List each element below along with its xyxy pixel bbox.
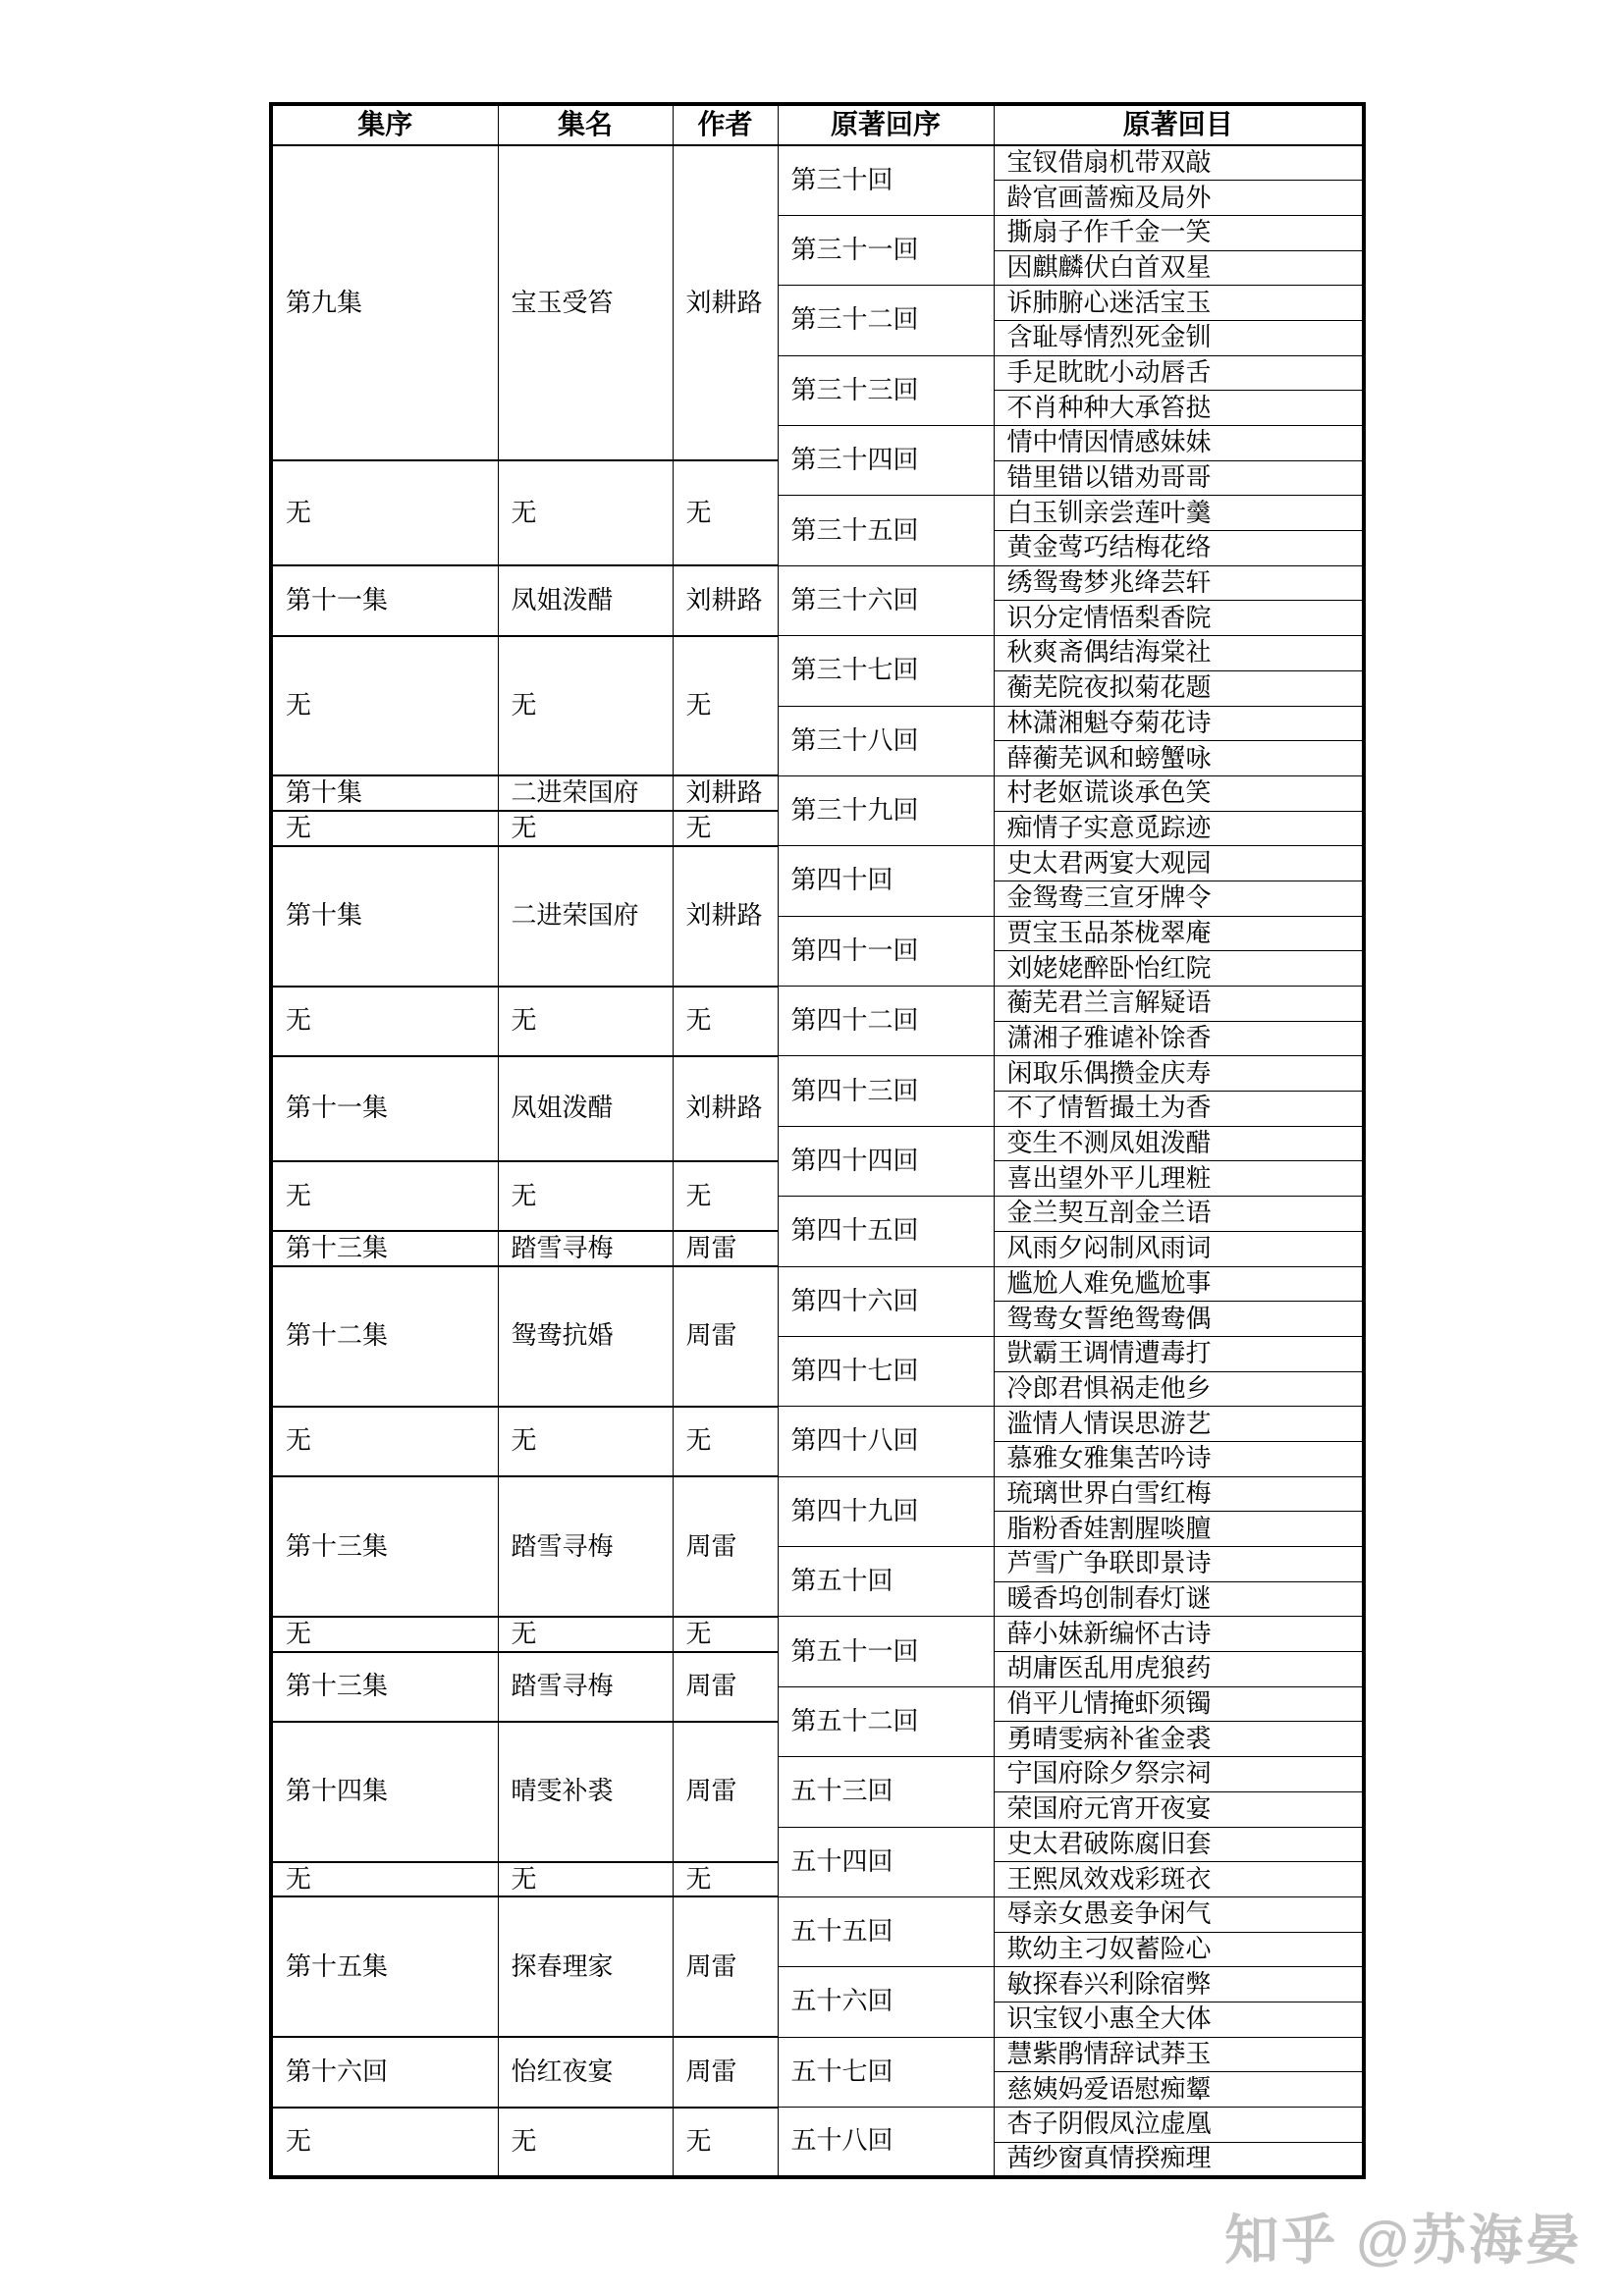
episode-number-cell: 无 — [271, 1862, 498, 1897]
chapter-line-cell: 蘅芜君兰言解疑语 — [994, 987, 1364, 1022]
author-cell: 周雷 — [673, 1652, 778, 1722]
chapter-line-cell: 慕雅女雅集苦吟诗 — [994, 1441, 1364, 1476]
author-cell: 周雷 — [673, 1266, 778, 1407]
column-header-author: 作者 — [673, 104, 778, 145]
chapter-number-cell: 第四十四回 — [778, 1126, 994, 1196]
chapter-line-cell: 刘姥姥醉卧怡红院 — [994, 951, 1364, 987]
author-cell: 无 — [673, 636, 778, 776]
chapter-line-cell: 绣鸳鸯梦兆绛芸轩 — [994, 565, 1364, 601]
chapter-line-cell: 滥情人情误思游艺 — [994, 1407, 1364, 1442]
chapter-number-cell: 第三十四回 — [778, 426, 994, 496]
table-row — [271, 565, 1364, 601]
chapter-number-cell: 五十四回 — [778, 1827, 994, 1896]
episode-number-cell: 第十集 — [271, 846, 498, 987]
chapter-number-cell: 五十八回 — [778, 2108, 994, 2177]
chapter-line-cell: 含耻辱情烈死金钏 — [994, 320, 1364, 355]
chapter-number-cell: 第四十九回 — [778, 1476, 994, 1546]
chapter-line-cell: 杏子阴假凤泣虚凰 — [994, 2108, 1364, 2143]
author-cell: 刘耕路 — [673, 775, 778, 811]
table-row — [271, 636, 1364, 671]
chapter-line-cell: 诉肺腑心迷活宝玉 — [994, 286, 1364, 321]
author-cell: 无 — [673, 2108, 778, 2177]
episode-title-cell: 二进荣国府 — [498, 846, 673, 987]
episode-title-cell: 无 — [498, 811, 673, 846]
author-cell: 刘耕路 — [673, 846, 778, 987]
episode-number-cell: 无 — [271, 811, 498, 846]
table-row — [271, 1266, 1364, 1302]
chapter-number-cell: 第三十五回 — [778, 496, 994, 565]
chapter-number-cell: 第四十五回 — [778, 1197, 994, 1266]
episode-title-cell: 无 — [498, 2108, 673, 2177]
author-cell: 周雷 — [673, 2037, 778, 2107]
author-cell: 无 — [673, 1617, 778, 1652]
chapter-line-cell: 俏平儿情掩虾须镯 — [994, 1686, 1364, 1722]
chapter-number-cell: 第三十回 — [778, 145, 994, 215]
episode-title-cell: 鸳鸯抗婚 — [498, 1266, 673, 1407]
episode-number-cell: 第九集 — [271, 145, 498, 460]
table-row — [271, 145, 1364, 181]
table-row — [271, 1617, 1364, 1652]
chapter-line-cell: 暖香坞创制春灯谜 — [994, 1581, 1364, 1617]
author-cell: 刘耕路 — [673, 145, 778, 460]
chapter-line-cell: 荣国府元宵开夜宴 — [994, 1791, 1364, 1827]
episode-title-cell: 踏雪寻梅 — [498, 1652, 673, 1722]
episode-number-cell: 第十集 — [271, 775, 498, 811]
episode-number-cell: 第十一集 — [271, 1056, 498, 1161]
column-header-chapter-number: 原著回序 — [778, 104, 994, 145]
chapter-line-cell: 獃霸王调情遭毒打 — [994, 1336, 1364, 1371]
chapter-line-cell: 史太君两宴大观园 — [994, 846, 1364, 881]
episode-title-cell: 晴雯补裘 — [498, 1722, 673, 1862]
author-cell: 周雷 — [673, 1896, 778, 2037]
chapter-number-cell: 第三十一回 — [778, 215, 994, 285]
chapter-number-cell: 第三十六回 — [778, 565, 994, 635]
chapter-number-cell: 第三十七回 — [778, 636, 994, 706]
episode-number-cell: 无 — [271, 2108, 498, 2177]
table-row — [271, 846, 1364, 881]
author-cell: 刘耕路 — [673, 1056, 778, 1161]
chapter-line-cell: 识宝钗小惠全大体 — [994, 2002, 1364, 2037]
chapter-line-cell: 错里错以错劝哥哥 — [994, 460, 1364, 496]
column-header-chapter-title: 原著回目 — [994, 104, 1364, 145]
author-cell: 无 — [673, 460, 778, 565]
table-row — [271, 1056, 1364, 1092]
chapter-line-cell: 秋爽斋偶结海棠社 — [994, 636, 1364, 671]
chapter-line-cell: 慈姨妈爱语慰痴颦 — [994, 2072, 1364, 2108]
table-row — [271, 775, 1364, 811]
chapter-line-cell: 潇湘子雅谑补馀香 — [994, 1021, 1364, 1056]
chapter-number-cell: 第四十八回 — [778, 1407, 994, 1476]
chapter-line-cell: 白玉钏亲尝莲叶羹 — [994, 496, 1364, 531]
episode-title-cell: 宝玉受笞 — [498, 145, 673, 460]
chapter-line-cell: 识分定情悟梨香院 — [994, 601, 1364, 636]
chapter-number-cell: 第三十二回 — [778, 286, 994, 355]
episode-title-cell: 二进荣国府 — [498, 775, 673, 811]
episode-title-cell: 无 — [498, 460, 673, 565]
chapter-line-cell: 龄官画蔷痴及局外 — [994, 181, 1364, 216]
author-cell: 周雷 — [673, 1476, 778, 1617]
author-cell: 无 — [673, 1862, 778, 1897]
chapter-number-cell: 第四十三回 — [778, 1056, 994, 1126]
author-cell: 无 — [673, 811, 778, 846]
episode-number-cell: 第十六回 — [271, 2037, 498, 2107]
chapter-line-cell: 芦雪广争联即景诗 — [994, 1547, 1364, 1582]
chapter-line-cell: 不了情暂撮土为香 — [994, 1092, 1364, 1127]
chapter-line-cell: 薛小妹新编怀古诗 — [994, 1617, 1364, 1652]
chapter-number-cell: 第四十六回 — [778, 1266, 994, 1336]
episode-title-cell: 怡红夜宴 — [498, 2037, 673, 2107]
chapter-line-cell: 林潇湘魁夺菊花诗 — [994, 706, 1364, 741]
episode-number-cell: 第十四集 — [271, 1722, 498, 1862]
episode-number-cell: 第十二集 — [271, 1266, 498, 1407]
episode-number-cell: 第十一集 — [271, 565, 498, 635]
episode-title-cell: 凤姐泼醋 — [498, 565, 673, 635]
table-row — [271, 2037, 1364, 2072]
chapter-line-cell: 勇晴雯病补雀金裘 — [994, 1722, 1364, 1757]
chapter-line-cell: 情中情因情感妹妹 — [994, 426, 1364, 461]
episode-number-cell: 无 — [271, 1617, 498, 1652]
episode-title-cell: 无 — [498, 636, 673, 776]
episode-title-cell: 踏雪寻梅 — [498, 1231, 673, 1266]
episode-number-cell: 无 — [271, 460, 498, 565]
episode-number-cell: 第十三集 — [271, 1652, 498, 1722]
chapter-number-cell: 第三十九回 — [778, 775, 994, 845]
episode-title-cell: 无 — [498, 1161, 673, 1231]
chapter-line-cell: 胡庸医乱用虎狼药 — [994, 1652, 1364, 1687]
chapter-number-cell: 第五十二回 — [778, 1686, 994, 1756]
author-cell: 周雷 — [673, 1231, 778, 1266]
chapter-line-cell: 冷郎君惧祸走他乡 — [994, 1371, 1364, 1407]
episode-title-cell: 探春理家 — [498, 1896, 673, 2037]
episode-number-cell: 第十五集 — [271, 1896, 498, 2037]
episode-title-cell: 无 — [498, 1407, 673, 1476]
chapter-number-cell: 第三十三回 — [778, 355, 994, 425]
table-row — [271, 1476, 1364, 1512]
episode-title-cell: 无 — [498, 1617, 673, 1652]
header-row — [271, 104, 1364, 145]
chapter-line-cell: 喜出望外平儿理粧 — [994, 1161, 1364, 1197]
author-cell: 无 — [673, 1407, 778, 1476]
episode-title-cell: 踏雪寻梅 — [498, 1476, 673, 1617]
chapter-line-cell: 宝钗借扇机带双敲 — [994, 145, 1364, 181]
chapter-line-cell: 黄金莺巧结梅花络 — [994, 531, 1364, 566]
column-header-episode: 集序 — [271, 104, 498, 145]
episode-number-cell: 无 — [271, 1161, 498, 1231]
chapter-line-cell: 史太君破陈腐旧套 — [994, 1827, 1364, 1862]
chapter-line-cell: 因麒麟伏白首双星 — [994, 250, 1364, 286]
chapter-number-cell: 第四十一回 — [778, 916, 994, 986]
chapter-line-cell: 贾宝玉品茶栊翠庵 — [994, 916, 1364, 951]
chapter-line-cell: 辱亲女愚妾争闲气 — [994, 1896, 1364, 1932]
author-cell: 无 — [673, 1161, 778, 1231]
chapter-line-cell: 不肖种种大承笞挞 — [994, 391, 1364, 426]
chapter-number-cell: 第五十回 — [778, 1547, 994, 1617]
chapter-line-cell: 王熙凤效戏彩斑衣 — [994, 1862, 1364, 1897]
episode-chapter-table — [269, 102, 1366, 2179]
chapter-line-cell: 薛蘅芜讽和螃蟹咏 — [994, 741, 1364, 776]
episode-title-cell: 无 — [498, 1862, 673, 1897]
chapter-line-cell: 尴尬人难免尴尬事 — [994, 1266, 1364, 1302]
episode-number-cell: 第十三集 — [271, 1231, 498, 1266]
column-header-episode-title: 集名 — [498, 104, 673, 145]
episode-number-cell: 无 — [271, 636, 498, 776]
chapter-line-cell: 村老妪谎谈承色笑 — [994, 775, 1364, 811]
episode-number-cell: 无 — [271, 987, 498, 1056]
episode-title-cell: 无 — [498, 987, 673, 1056]
chapter-line-cell: 痴情子实意觅踪迹 — [994, 811, 1364, 846]
chapter-number-cell: 五十六回 — [778, 1967, 994, 2037]
table-row — [271, 1896, 1364, 1932]
chapter-line-cell: 慧紫鹃情辞试莽玉 — [994, 2037, 1364, 2072]
chapter-line-cell: 鸳鸯女誓绝鸳鸯偶 — [994, 1302, 1364, 1337]
chapter-line-cell: 敏探春兴利除宿弊 — [994, 1967, 1364, 2002]
chapter-number-cell: 第四十回 — [778, 846, 994, 916]
chapter-number-cell: 第三十八回 — [778, 706, 994, 775]
chapter-number-cell: 五十三回 — [778, 1757, 994, 1827]
chapter-line-cell: 撕扇子作千金一笑 — [994, 215, 1364, 250]
chapter-line-cell: 风雨夕闷制风雨词 — [994, 1231, 1364, 1266]
author-cell: 无 — [673, 987, 778, 1056]
chapter-line-cell: 闲取乐偶攒金庆寿 — [994, 1056, 1364, 1092]
chapter-number-cell: 五十七回 — [778, 2037, 994, 2107]
episode-number-cell: 无 — [271, 1407, 498, 1476]
chapter-line-cell: 金鸳鸯三宣牙牌令 — [994, 881, 1364, 916]
table-row — [271, 2108, 1364, 2143]
table-row — [271, 1407, 1364, 1442]
chapter-line-cell: 蘅芜院夜拟菊花题 — [994, 670, 1364, 706]
author-cell: 周雷 — [673, 1722, 778, 1862]
chapter-number-cell: 五十五回 — [778, 1896, 994, 1966]
watermark: 知乎 @苏海晏 — [1224, 2210, 1583, 2270]
chapter-number-cell: 第四十二回 — [778, 987, 994, 1056]
chapter-line-cell: 金兰契互剖金兰语 — [994, 1197, 1364, 1232]
chapter-line-cell: 手足眈眈小动唇舌 — [994, 355, 1364, 391]
chapter-line-cell: 欺幼主刁奴蓄险心 — [994, 1932, 1364, 1967]
table-row — [271, 987, 1364, 1022]
chapter-line-cell: 宁国府除夕祭宗祠 — [994, 1757, 1364, 1792]
chapter-line-cell: 茜纱窗真情揆痴理 — [994, 2142, 1364, 2177]
author-cell: 刘耕路 — [673, 565, 778, 635]
chapter-line-cell: 琉璃世界白雪红梅 — [994, 1476, 1364, 1512]
chapter-line-cell: 脂粉香娃割腥啖膻 — [994, 1512, 1364, 1547]
chapter-number-cell: 第五十一回 — [778, 1617, 994, 1686]
chapter-number-cell: 第四十七回 — [778, 1336, 994, 1406]
episode-number-cell: 第十三集 — [271, 1476, 498, 1617]
episode-title-cell: 凤姐泼醋 — [498, 1056, 673, 1161]
chapter-line-cell: 变生不测凤姐泼醋 — [994, 1126, 1364, 1161]
